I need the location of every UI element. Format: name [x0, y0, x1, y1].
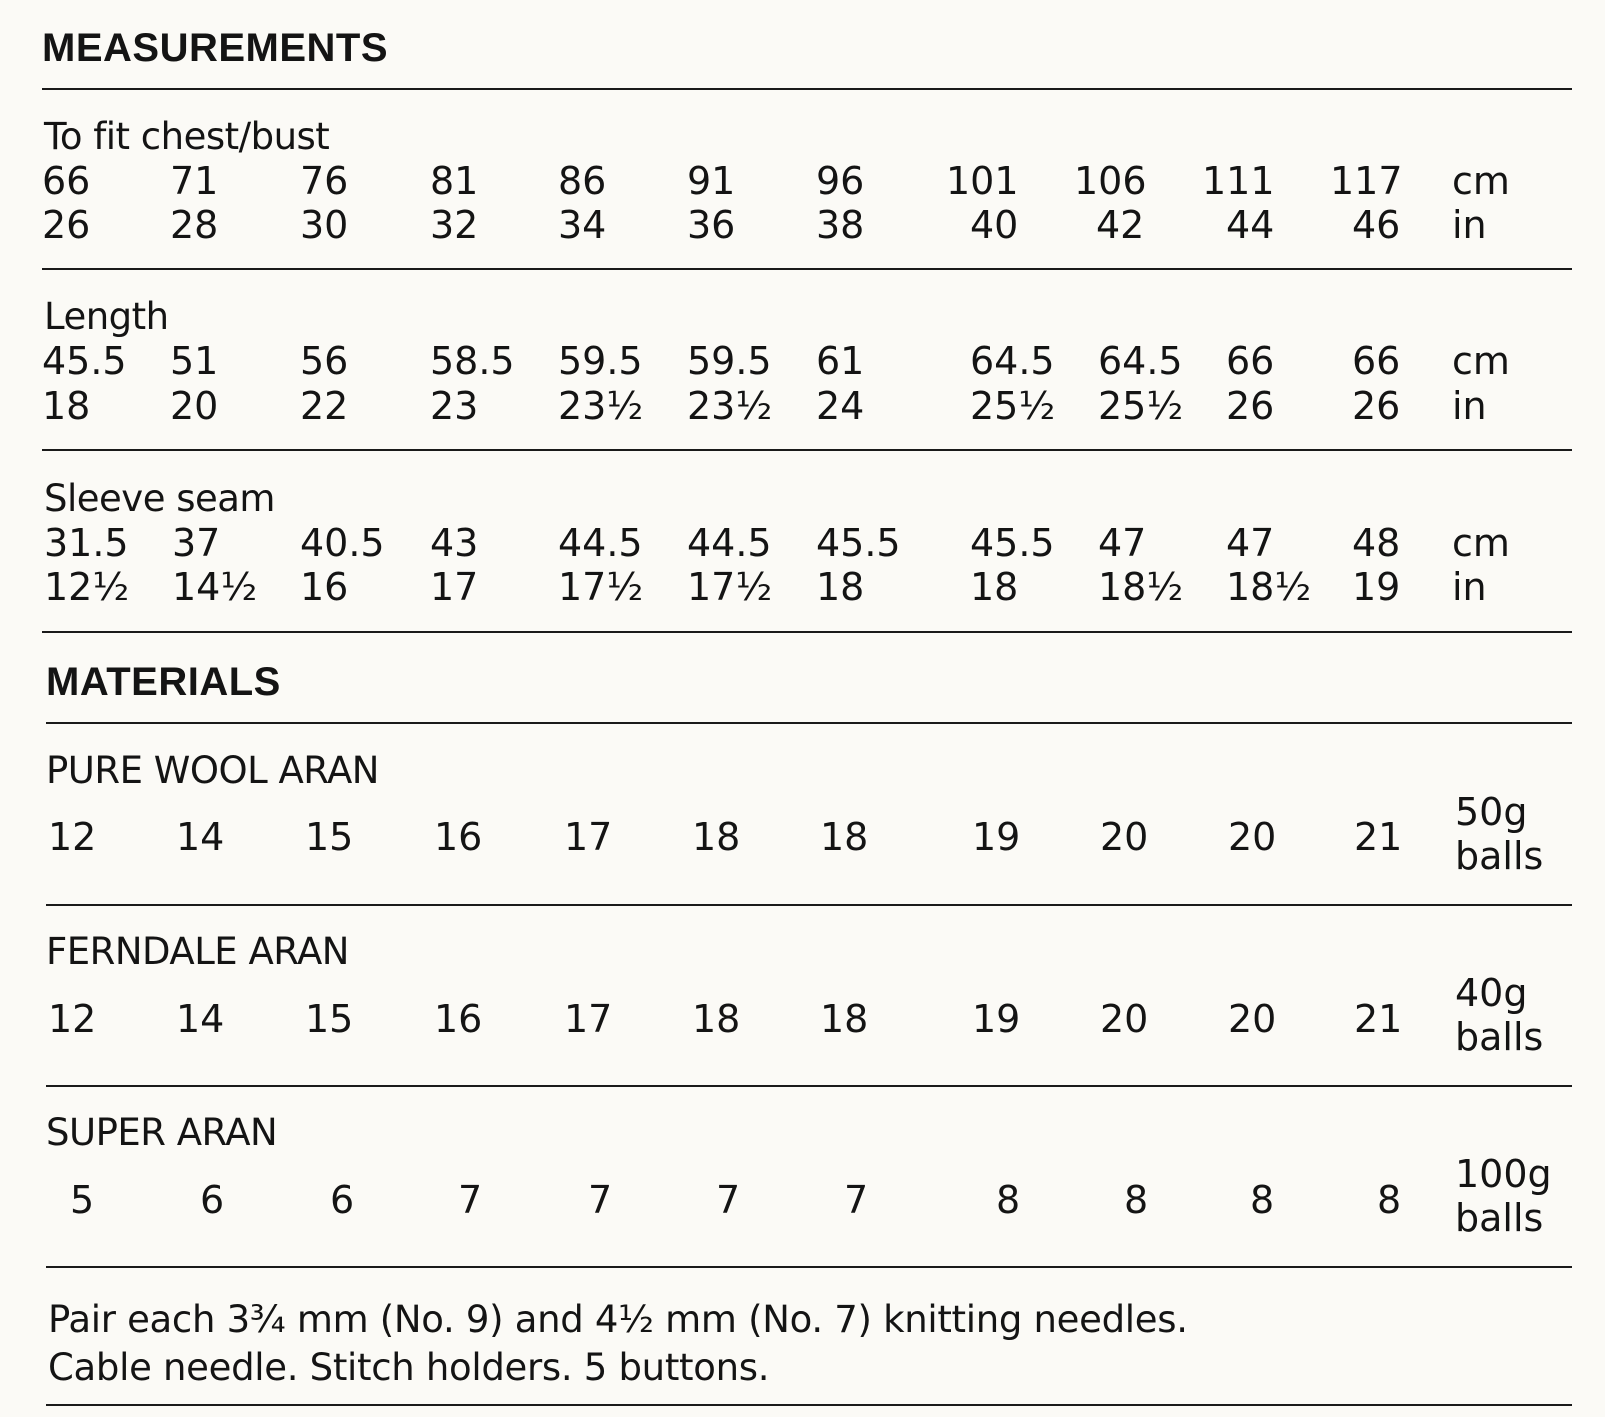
materials-heading: MATERIALS: [46, 660, 281, 704]
value-cell: 37: [172, 521, 221, 565]
value-cell: 17: [564, 815, 613, 859]
value-cell: 40.5: [300, 521, 385, 565]
value-cell: 20: [1100, 997, 1149, 1041]
value-cell: 6: [200, 1178, 225, 1222]
divider: [42, 268, 1572, 270]
value-cell: 18: [820, 815, 869, 859]
value-cell: 19: [1352, 565, 1401, 609]
divider: [46, 1404, 1572, 1406]
value-cell: 23½: [687, 384, 773, 428]
value-cell: 59.5: [558, 339, 643, 383]
divider: [46, 1085, 1572, 1087]
yarn-unit-weight: 50g: [1455, 790, 1528, 834]
value-cell: 64.5: [1098, 339, 1183, 383]
value-cell: 18: [42, 384, 91, 428]
value-cell: 86: [558, 159, 607, 203]
value-cell: 16: [434, 997, 483, 1041]
value-cell: 18: [820, 997, 869, 1041]
value-cell: 64.5: [970, 339, 1055, 383]
materials-notes: [48, 1296, 1188, 1392]
value-cell: 30: [300, 203, 349, 247]
value-cell: 59.5: [687, 339, 772, 383]
divider: [42, 88, 1572, 90]
value-cell: 24: [816, 384, 865, 428]
yarn-label: PURE WOOL ARAN: [46, 749, 379, 792]
value-cell: 20: [1228, 997, 1277, 1041]
value-cell: 48: [1352, 521, 1401, 565]
value-cell: 71: [170, 159, 219, 203]
value-cell: 5: [70, 1178, 95, 1222]
value-cell: 45.5: [970, 521, 1055, 565]
value-cell: 25½: [970, 384, 1056, 428]
value-cell: 14½: [172, 565, 258, 609]
value-cell: 6: [330, 1178, 355, 1222]
value-cell: 26: [42, 203, 91, 247]
divider: [46, 1266, 1572, 1268]
yarn-unit-balls: balls: [1455, 834, 1544, 878]
value-cell: 58.5: [430, 339, 515, 383]
divider: [46, 904, 1572, 906]
value-cell: 36: [687, 203, 736, 247]
value-cell: 22: [300, 384, 349, 428]
yarn-quantity-row: [0, 1178, 1605, 1227]
value-cell: 45.5: [816, 521, 901, 565]
unit-in: in: [1452, 565, 1487, 609]
value-cell: 12: [48, 815, 97, 859]
value-cell: 56: [300, 339, 349, 383]
sleeve-in-row: [0, 565, 1605, 614]
value-cell: 14: [176, 815, 225, 859]
value-cell: 7: [588, 1178, 613, 1222]
value-cell: 17½: [558, 565, 644, 609]
value-cell: 31.5: [44, 521, 129, 565]
chest-label: To fit chest/bust: [44, 115, 330, 158]
value-cell: 101: [946, 159, 1019, 203]
yarn-unit-weight: 40g: [1455, 971, 1528, 1015]
value-cell: 17: [564, 997, 613, 1041]
value-cell: 43: [430, 521, 479, 565]
value-cell: 66: [1352, 339, 1401, 383]
value-cell: 18: [970, 565, 1019, 609]
value-cell: 81: [430, 159, 479, 203]
value-cell: 45.5: [42, 339, 127, 383]
value-cell: 16: [434, 815, 483, 859]
value-cell: 23½: [558, 384, 644, 428]
value-cell: 20: [170, 384, 219, 428]
value-cell: 91: [687, 159, 736, 203]
value-cell: 20: [1228, 815, 1277, 859]
value-cell: 51: [170, 339, 219, 383]
value-cell: 111: [1202, 159, 1275, 203]
value-cell: 18: [816, 565, 865, 609]
sleeve-cm-row: [0, 521, 1605, 570]
needles-note: Pair each 3¾ mm (No. 9) and 4½ mm (No. 7) knitting needles.: [48, 1298, 1188, 1341]
chest-cm-row: [0, 159, 1605, 208]
unit-cm: cm: [1452, 159, 1510, 203]
value-cell: 106: [1074, 159, 1147, 203]
value-cell: 8: [1124, 1178, 1149, 1222]
value-cell: 14: [176, 997, 225, 1041]
value-cell: 46: [1352, 203, 1401, 247]
yarn-unit-balls: balls: [1455, 1196, 1544, 1240]
value-cell: 44.5: [558, 521, 643, 565]
measurements-heading: MEASUREMENTS: [42, 26, 389, 70]
value-cell: 28: [170, 203, 219, 247]
yarn-unit-weight: 100g: [1455, 1152, 1552, 1196]
value-cell: 18: [692, 997, 741, 1041]
unit-cm: cm: [1452, 339, 1510, 383]
value-cell: 8: [1377, 1178, 1402, 1222]
yarn-unit-balls: balls: [1455, 1015, 1544, 1059]
unit-in: in: [1452, 384, 1487, 428]
value-cell: 76: [300, 159, 349, 203]
value-cell: 18: [692, 815, 741, 859]
accessories-note: Cable needle. Stitch holders. 5 buttons.: [48, 1346, 770, 1389]
value-cell: 25½: [1098, 384, 1184, 428]
value-cell: 21: [1354, 815, 1403, 859]
value-cell: 8: [996, 1178, 1021, 1222]
chest-in-row: [0, 203, 1605, 252]
yarn-quantity-row: [0, 997, 1605, 1046]
value-cell: 96: [816, 159, 865, 203]
yarn-label: FERNDALE ARAN: [46, 930, 349, 973]
divider: [42, 449, 1572, 451]
value-cell: 8: [1250, 1178, 1275, 1222]
value-cell: 61: [816, 339, 865, 383]
length-label: Length: [44, 295, 169, 338]
value-cell: 42: [1096, 203, 1145, 247]
value-cell: 117: [1330, 159, 1403, 203]
divider: [42, 631, 1572, 633]
value-cell: 7: [844, 1178, 869, 1222]
value-cell: 44.5: [687, 521, 772, 565]
value-cell: 47: [1226, 521, 1275, 565]
yarn-label: SUPER ARAN: [46, 1111, 278, 1154]
value-cell: 44: [1226, 203, 1275, 247]
unit-cm: cm: [1452, 521, 1510, 565]
yarn-quantity-row: [0, 815, 1605, 864]
value-cell: 7: [716, 1178, 741, 1222]
value-cell: 17½: [687, 565, 773, 609]
value-cell: 38: [816, 203, 865, 247]
value-cell: 12: [48, 997, 97, 1041]
value-cell: 66: [1226, 339, 1275, 383]
length-cm-row: [0, 339, 1605, 388]
value-cell: 40: [970, 203, 1019, 247]
value-cell: 16: [300, 565, 349, 609]
value-cell: 18½: [1098, 565, 1184, 609]
value-cell: 66: [42, 159, 91, 203]
sleeve-seam-label: Sleeve seam: [44, 477, 275, 520]
value-cell: 18½: [1226, 565, 1312, 609]
divider: [46, 722, 1572, 724]
value-cell: 7: [458, 1178, 483, 1222]
value-cell: 47: [1098, 521, 1147, 565]
value-cell: 15: [305, 815, 354, 859]
value-cell: 12½: [44, 565, 130, 609]
unit-in: in: [1452, 203, 1487, 247]
value-cell: 15: [305, 997, 354, 1041]
value-cell: 19: [972, 997, 1021, 1041]
value-cell: 26: [1226, 384, 1275, 428]
length-in-row: [0, 384, 1605, 433]
value-cell: 23: [430, 384, 479, 428]
value-cell: 17: [430, 565, 479, 609]
value-cell: 32: [430, 203, 479, 247]
value-cell: 26: [1352, 384, 1401, 428]
value-cell: 19: [972, 815, 1021, 859]
value-cell: 21: [1354, 997, 1403, 1041]
value-cell: 34: [558, 203, 607, 247]
value-cell: 20: [1100, 815, 1149, 859]
